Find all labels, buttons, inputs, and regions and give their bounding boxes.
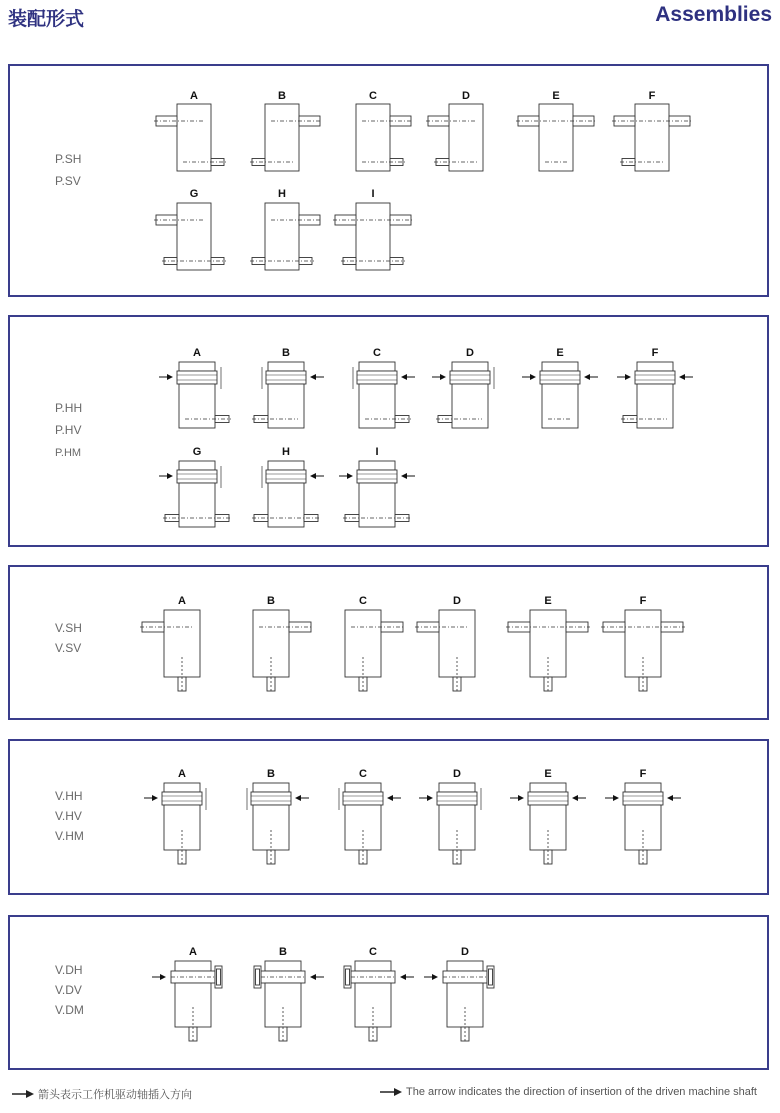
diagram-letter: D	[453, 595, 461, 607]
arrow-right-icon	[12, 1090, 34, 1098]
diagram-letter: B	[278, 90, 286, 102]
diagram-letter: A	[178, 595, 186, 607]
diagram-letter: I	[371, 188, 375, 200]
model-label: V.DM	[55, 1003, 84, 1017]
page-title-cn: 装配形式	[8, 8, 85, 30]
footer-note-cn	[12, 1086, 192, 1102]
footer-text-en: The arrow indicates the direction of insertion of the driven machine shaft	[406, 1086, 757, 1098]
diagram-letter: F	[639, 595, 647, 607]
diagram-letter: C	[369, 946, 377, 958]
diagram-letter: A	[190, 90, 198, 102]
diagram-letter: E	[544, 768, 552, 780]
diagram-letter: A	[178, 768, 186, 780]
model-label: P.HH	[55, 401, 83, 415]
diagram-letter: C	[359, 595, 367, 607]
model-label: V.HH	[55, 789, 83, 803]
diagram-letter: F	[648, 90, 656, 102]
diagram-letter: H	[282, 446, 290, 458]
diagram-letter: C	[373, 347, 381, 359]
diagram-letter: C	[369, 90, 377, 102]
diagram-letter: H	[278, 188, 286, 200]
diagram-letter: C	[359, 768, 367, 780]
model-label: V.HV	[55, 809, 82, 823]
model-label: P.HV	[55, 423, 82, 437]
diagram-letter: E	[552, 90, 560, 102]
diagram-letter: D	[453, 768, 461, 780]
diagram-letter: B	[279, 946, 287, 958]
model-label: V.DH	[55, 963, 83, 977]
diagram-letter: B	[267, 768, 275, 780]
panel-v-shrink-disc	[8, 915, 769, 1070]
panel-p-solid-shaft	[8, 64, 769, 297]
model-label: V.SV	[55, 641, 82, 655]
diagram-letter: F	[651, 347, 659, 359]
diagram-letter: B	[267, 595, 275, 607]
model-label: V.SH	[55, 621, 82, 635]
diagram-letter: B	[282, 347, 290, 359]
footer-text-cn: 箭头表示工作机驱动轴插入方向	[38, 1089, 192, 1101]
model-label: P.HM	[55, 447, 82, 459]
diagram-letter: E	[556, 347, 564, 359]
model-label: V.HM	[55, 829, 84, 843]
panel-v-hollow-shaft	[8, 739, 769, 895]
model-label: P.SH	[55, 152, 82, 166]
panel-v-solid-shaft	[8, 565, 769, 720]
model-label: P.SV	[55, 174, 81, 188]
diagram-letter: A	[193, 347, 201, 359]
diagram-letter: A	[189, 946, 197, 958]
diagram-letter: F	[639, 768, 647, 780]
page-title-en: Assemblies	[655, 3, 772, 26]
arrow-right-icon	[380, 1088, 402, 1096]
diagram-letter: G	[189, 188, 199, 200]
diagram-letter: D	[466, 347, 474, 359]
footer-note-en	[380, 1086, 757, 1098]
diagram-letter: G	[192, 446, 202, 458]
diagram-letter: D	[461, 946, 469, 958]
diagram-letter: E	[544, 595, 552, 607]
diagram-letter: D	[462, 90, 470, 102]
diagram-letter: I	[375, 446, 379, 458]
model-label: V.DV	[55, 983, 82, 997]
panel-p-hollow-shaft	[8, 315, 769, 547]
